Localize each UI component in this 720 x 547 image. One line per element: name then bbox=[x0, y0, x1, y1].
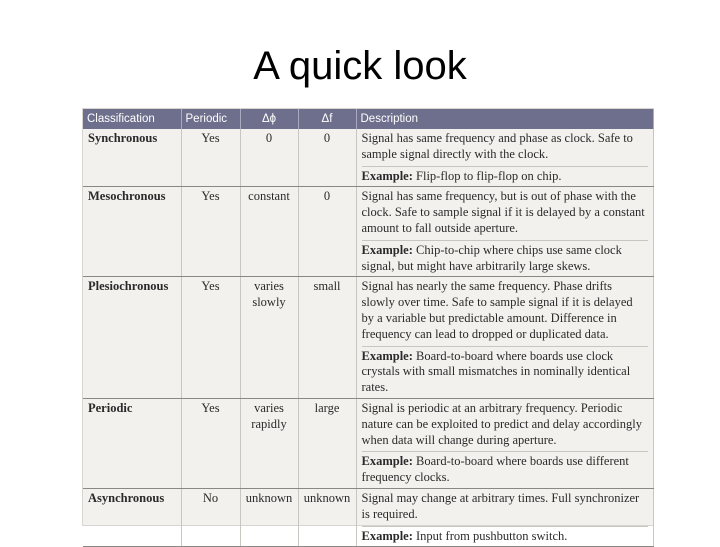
row-example bbox=[362, 240, 648, 275]
row-description: Signal has nearly the same frequency. Phase drifts slowly over time. Safe to sample signal if it is delayed by a variable but predictable amount. Difference in frequency can lead to dropped or duplicated data. bbox=[361, 279, 633, 341]
row-periodic: Yes bbox=[181, 398, 240, 488]
example-text: Chip-to-chip where chips use same clock signal, but might have arbitrarily large skews. bbox=[361, 242, 622, 273]
example-label: Example: bbox=[361, 454, 413, 469]
classification-table bbox=[82, 108, 654, 543]
row-frequency-difference: small bbox=[298, 277, 356, 399]
example-label: Example: bbox=[361, 348, 413, 363]
row-example bbox=[362, 346, 648, 396]
row-description-cell bbox=[356, 488, 653, 546]
slide-title: A quick look bbox=[253, 44, 467, 88]
example-label: Example: bbox=[361, 168, 413, 183]
row-phase-difference: varies slowly bbox=[240, 277, 298, 399]
row-example bbox=[362, 451, 648, 486]
table-row bbox=[83, 187, 653, 277]
row-frequency-difference: 0 bbox=[298, 187, 356, 277]
row-description: Signal has same frequency and phase as clock. Safe to sample signal directly with the clock. bbox=[361, 131, 633, 161]
row-description-cell bbox=[356, 187, 653, 277]
table-grid bbox=[83, 109, 654, 547]
row-classification: Periodic bbox=[83, 398, 181, 488]
header-periodic: Periodic bbox=[181, 109, 240, 129]
row-description-cell bbox=[356, 277, 653, 399]
row-frequency-difference: unknown bbox=[298, 488, 356, 546]
row-frequency-difference: large bbox=[298, 398, 356, 488]
example-label: Example: bbox=[361, 242, 413, 257]
row-phase-difference: unknown bbox=[240, 488, 298, 546]
table-row bbox=[83, 277, 653, 399]
table-header-row bbox=[83, 109, 653, 129]
row-periodic: No bbox=[181, 488, 240, 546]
row-description: Signal has same frequency, but is out of phase with the clock. Safe to sample signal if it is delayed by a constant amount to fall outside aperture. bbox=[361, 189, 645, 235]
row-phase-difference: constant bbox=[240, 187, 298, 277]
header-frequency-difference: Δf bbox=[298, 109, 356, 129]
row-example bbox=[362, 166, 648, 185]
example-label: Example: bbox=[361, 528, 413, 543]
table-row bbox=[83, 488, 653, 546]
row-frequency-difference: 0 bbox=[298, 129, 356, 187]
row-classification: Asynchronous bbox=[83, 488, 181, 546]
row-description: Signal may change at arbitrary times. Full synchronizer is required. bbox=[361, 490, 640, 521]
row-phase-difference: 0 bbox=[240, 129, 298, 187]
example-text: Board-to-board where boards use clock crystals with small mismatches in nominally identical rates. bbox=[361, 348, 631, 395]
row-description: Signal is periodic at an arbitrary frequency. Periodic nature can be exploited to predict and delay accordingly when data will change during aperture. bbox=[361, 400, 642, 447]
header-classification: Classification bbox=[83, 109, 181, 129]
example-text: Board-to-board where boards use different frequency clocks. bbox=[361, 454, 629, 485]
header-description: Description bbox=[356, 109, 653, 129]
row-description-cell bbox=[356, 129, 653, 187]
example-text: Flip-flop to flip-flop on chip. bbox=[416, 168, 562, 183]
row-phase-difference: varies rapidly bbox=[240, 398, 298, 488]
row-periodic: Yes bbox=[181, 187, 240, 277]
table-row bbox=[83, 129, 653, 187]
row-classification: Mesochronous bbox=[83, 187, 181, 277]
row-description-cell bbox=[356, 398, 653, 488]
example-text: Input from pushbutton switch. bbox=[416, 528, 568, 543]
header-phase-difference: Δϕ bbox=[240, 109, 298, 129]
row-classification: Plesiochronous bbox=[83, 277, 181, 399]
row-classification: Synchronous bbox=[83, 129, 181, 187]
row-periodic: Yes bbox=[181, 129, 240, 187]
row-periodic: Yes bbox=[181, 277, 240, 399]
table-row bbox=[83, 398, 653, 488]
row-example bbox=[362, 526, 648, 545]
